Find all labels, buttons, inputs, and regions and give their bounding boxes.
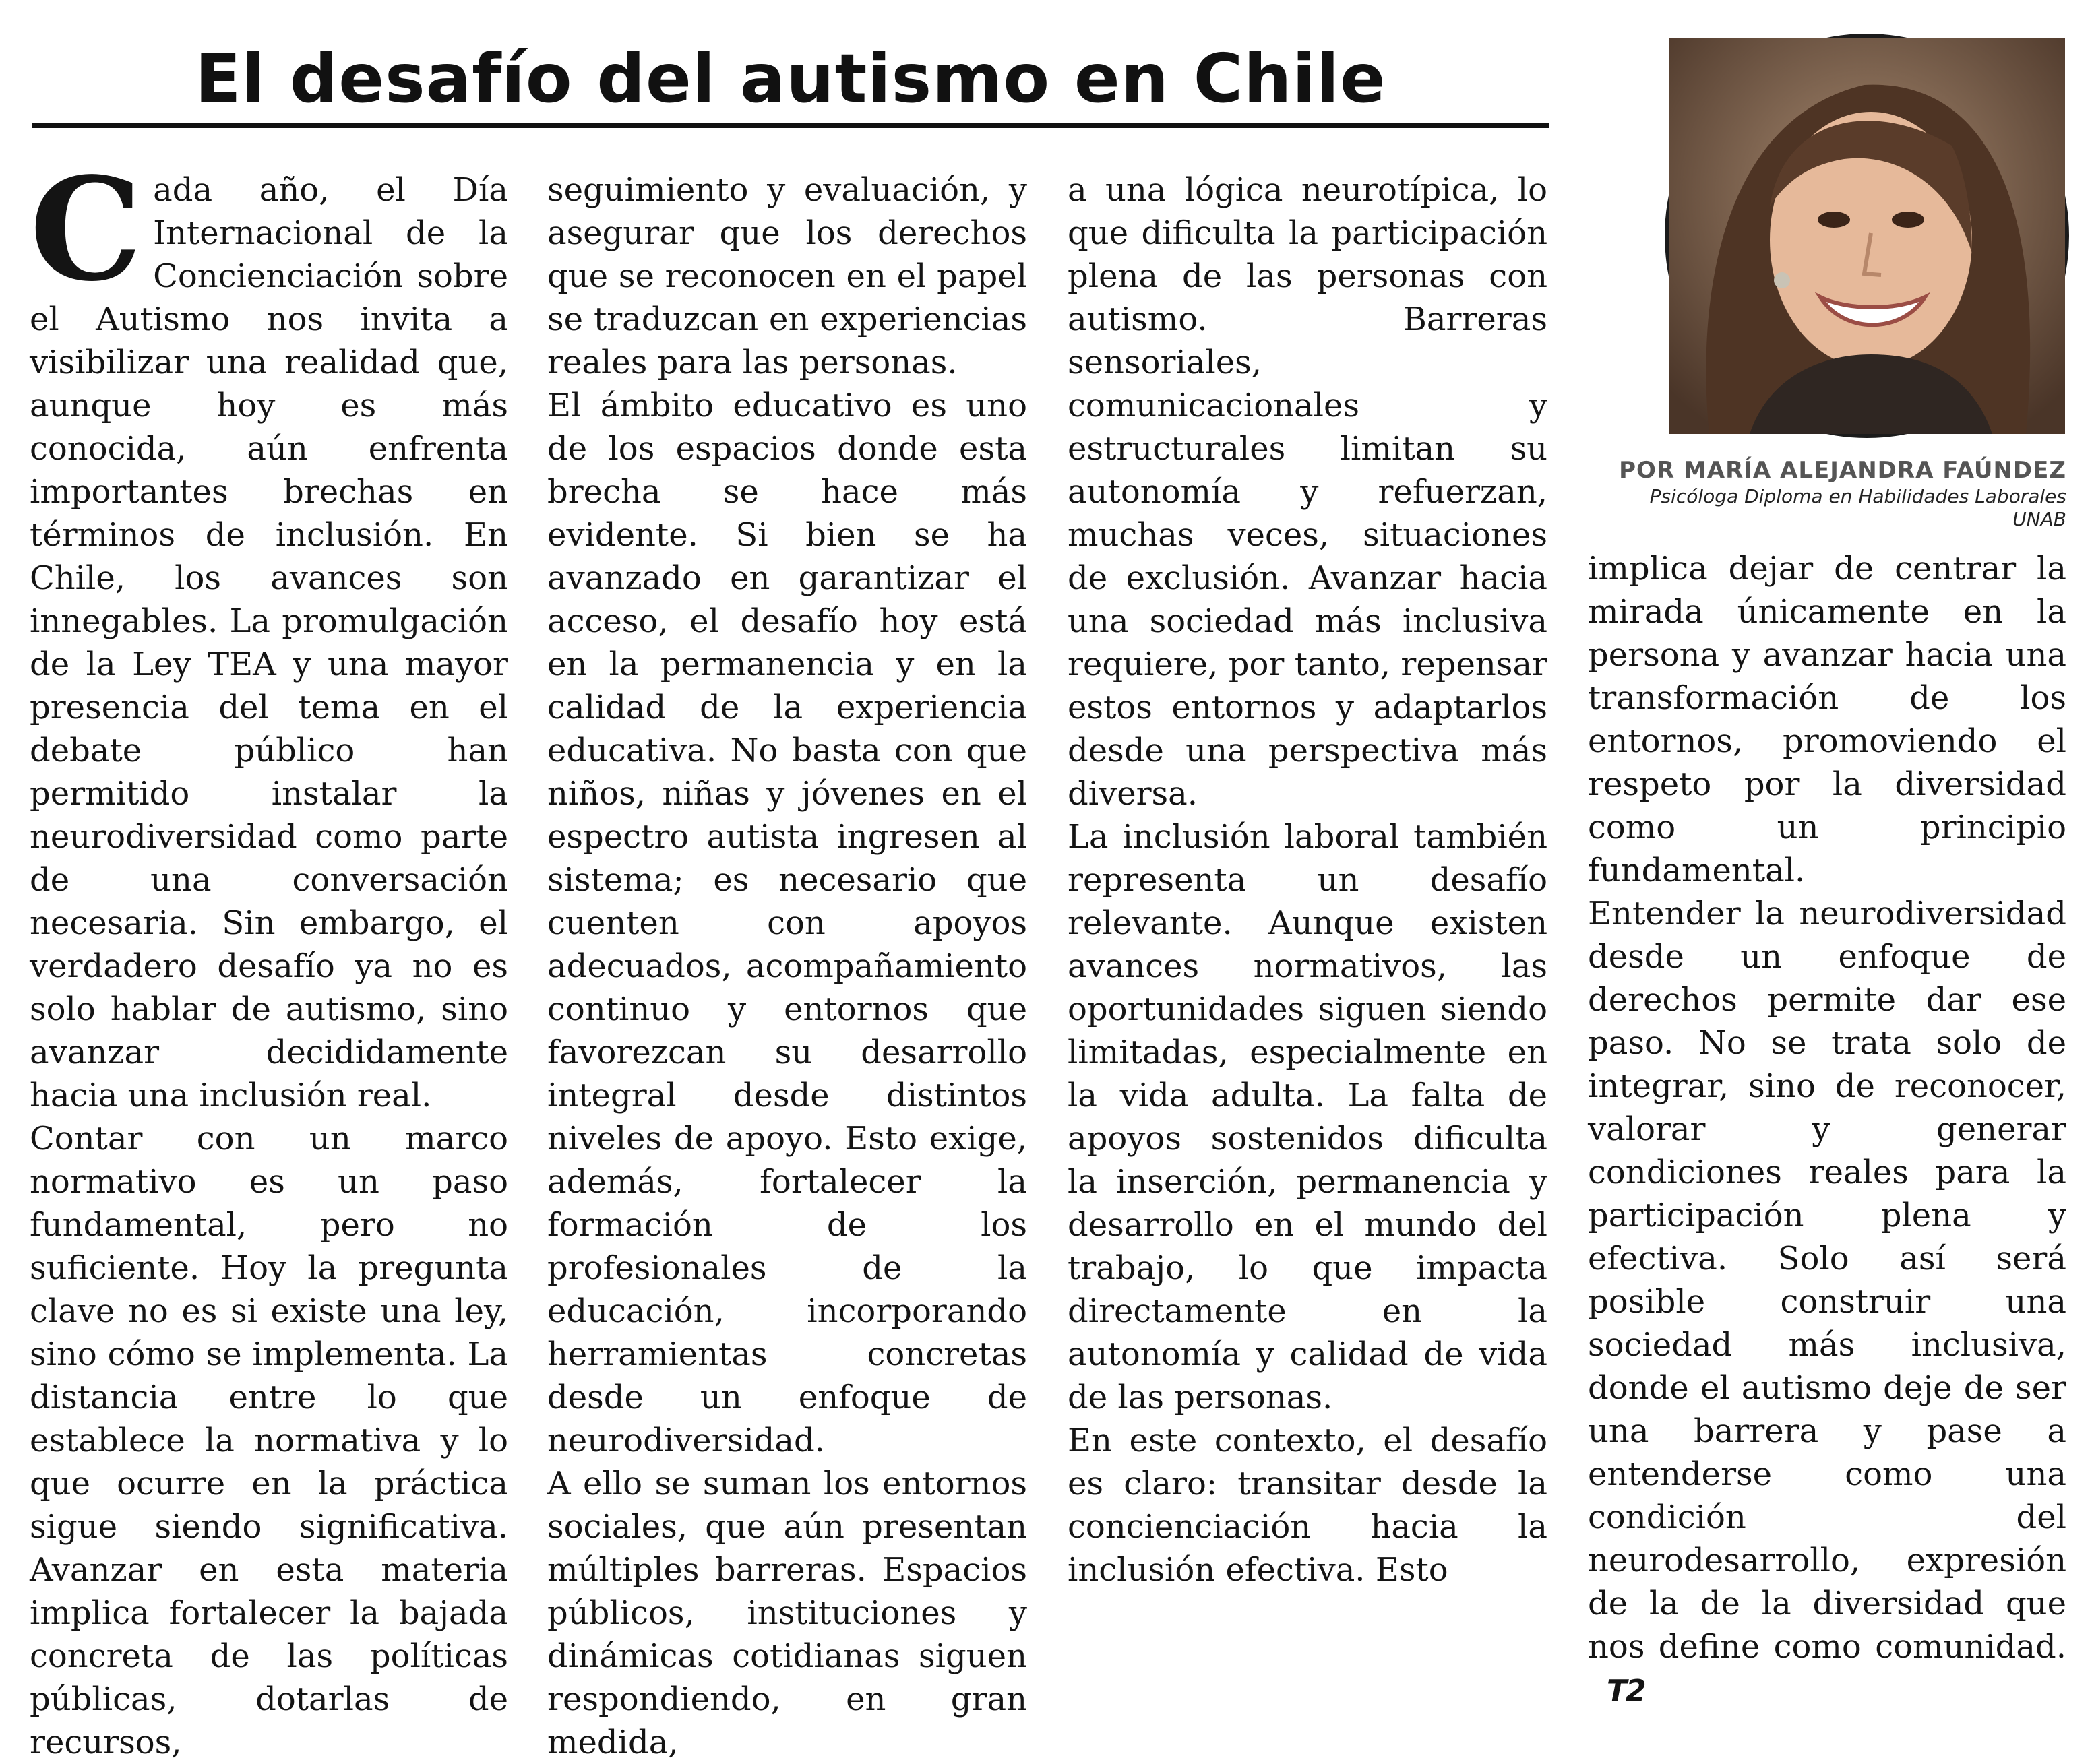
paragraph: Cada año, el Día Internacional de la Concienciación sobre el Autismo nos invita a visibilizar una realidad que, aunque hoy es más conocida, aún enfrenta importantes brechas en términos de inclusión. En Chile, los avances son innegables. La promulgación de la Ley TEA y una mayor presencia del tema en el debate público han permitido instalar la neurodiversidad como parte de una conversación necesaria. Sin embargo, el verdadero desafío ya no es solo hablar de autismo, sino avanzar decididamente hacia una inclusión real. [30, 146, 508, 1114]
article-title: El desafío del autismo en Chile [195, 39, 1386, 118]
publication-logo: T2 [1607, 1674, 1645, 1708]
author-institution: UNAB [2012, 508, 2066, 530]
paragraph: La inclusión laboral también representa un desafío relevante. Aunque existen avances normativos, las oportunidades siguen siendo limitadas, especialmente en la vida adulta. La falta de apoyos sostenidos dificulta la inserción, permanencia y desarrollo en el mundo del trabajo, lo que impacta directamente en la autonomía y calidad de vida de las personas. [1068, 818, 1547, 1416]
paragraph: A ello se suman los entornos sociales, que aún presentan múltiples barreras. Espacios públicos, instituciones y dinámicas cotidianas siguen respondiendo, en gran medida, [547, 1465, 1027, 1761]
column-3 [1068, 168, 1547, 1589]
paragraph: Contar con un marco normativo es un paso fundamental, pero no suficiente. Hoy la pregunta clave no es si existe una ley, sino cómo se implementa. La distancia entre lo que establece la normativa y lo que ocurre en la práctica sigue siendo significativa. Avanzar en esta materia implica fortalecer la bajada concreta de las políticas públicas, dotarlas de recursos, [30, 1120, 508, 1761]
column-2 [547, 168, 1027, 1761]
title-rule [32, 123, 1549, 128]
author-photo [1665, 34, 2069, 438]
paragraph: a una lógica neurotípica, lo que dificulta la participación plena de las personas con autismo. Barreras sensoriales, comunicacionales y estructurales limitan su autonomía y refuerzan, muchas veces, situaciones de exclusión. Avanzar hacia una sociedad más inclusiva requiere, por tanto, repensar estos entornos y adaptarlos desde una perspectiva más diversa. [1068, 171, 1547, 813]
paragraph: seguimiento y evaluación, y asegurar que los derechos que se reconocen en el papel se traduzcan en experiencias reales para las personas. [547, 171, 1027, 381]
paragraph: implica dejar de centrar la mirada únicamente en la persona y avanzar hacia una transformación de los entornos, promoviendo el respeto por la diversidad como un principio fundamental. [1588, 550, 2066, 889]
drop-cap: C [30, 146, 143, 313]
author-name: POR MARÍA ALEJANDRA FAÚNDEZ [1619, 457, 2066, 484]
author-byline [1570, 455, 2066, 531]
author-portrait-image [1669, 38, 2065, 434]
column-4 [1588, 547, 2066, 1708]
author-role: Psicóloga Diploma en Habilidades Laborales [1649, 485, 2066, 507]
paragraph: En este contexto, el desafío es claro: transitar desde la concienciación hacia la inclusión efectiva. Esto [1068, 1422, 1547, 1589]
paragraph: El ámbito educativo es uno de los espacios donde esta brecha se hace más evidente. Si bien se ha avanzado en garantizar el acceso, el desafío hoy está en la permanencia y en la calidad de la experiencia educativa. No basta con que niños, niñas y jóvenes en el espectro autista ingresen al sistema; es necesario que cuenten con apoyos adecuados, acompañamiento continuo y entornos que favorezcan su desarrollo integral desde distintos niveles de apoyo. Esto exige, además, fortalecer la formación de los profesionales de la educación, incorporando herramientas concretas desde un enfoque de neurodiversidad. [547, 387, 1027, 1459]
column-1 [30, 146, 508, 1761]
paragraph: Entender la neurodiversidad desde un enfoque de derechos permite dar ese paso. No se trata solo de integrar, sino de reconocer, valorar y generar condiciones reales para la participación plena y efectiva. Solo así será posible construir una sociedad más inclusiva, donde el autismo deje de ser una barrera y pase a entenderse como una condición del neurodesarrollo, expresión de la de la diversidad que nos define como comunidad.T2 [1588, 895, 2066, 1708]
